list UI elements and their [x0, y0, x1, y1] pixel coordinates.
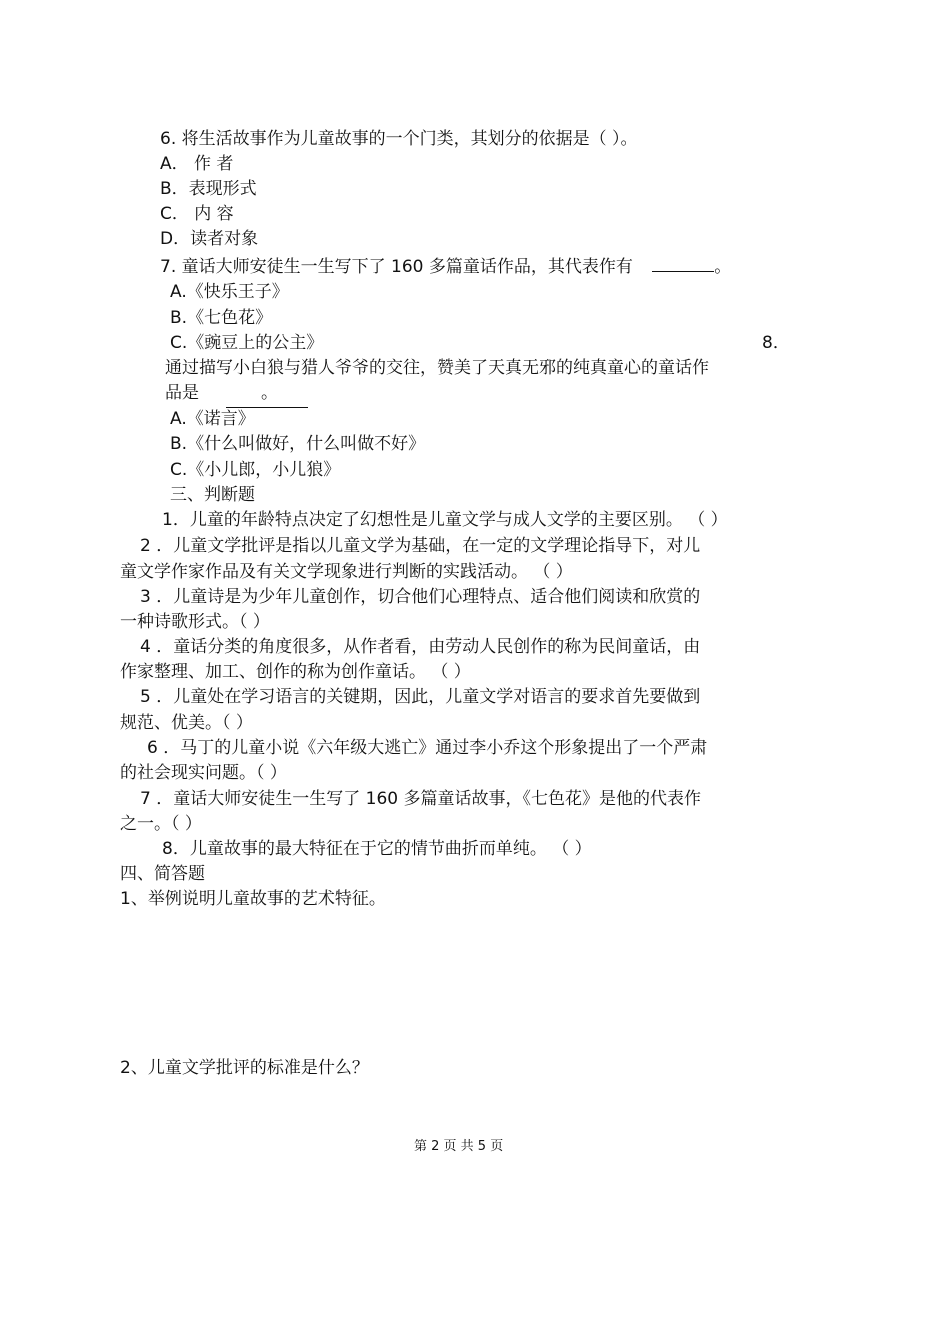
tf-item-4-line1: 4 ．童话分类的角度很多，从作者看，由劳动人民创作的称为民间童话，由 [140, 637, 701, 657]
q7-option-a: A.《快乐王子》 [170, 282, 289, 302]
q8-option-a: A.《诺言》 [170, 409, 255, 429]
q8-stem-line2 [165, 382, 278, 404]
tf-item-7-line1: 7 ．童话大师安徒生一生写了 160 多篇童话故事，《七色花》是他的代表作 [140, 789, 701, 809]
q7-stem-text: 7. 童话大师安徒生一生写下了 160 多篇童话作品，其代表作有 [160, 257, 633, 277]
q6-option-a: A． 作 者 [160, 154, 234, 174]
tf-item-1: 1．儿童的年龄特点决定了幻想性是儿童文学与成人文学的主要区别。 （ ） [162, 510, 728, 530]
tf-item-3-line2: 一种诗歌形式。（ ） [120, 612, 270, 632]
short-answer-q1: 1、举例说明儿童故事的艺术特征。 [120, 889, 386, 909]
q8-stem-end: 。 [261, 383, 278, 403]
q8-option-b: B.《什么叫做好，什么叫做不好》 [170, 434, 426, 454]
q6-option-d: D．读者对象 [160, 229, 259, 249]
tf-item-6-line2: 的社会现实问题。（ ） [120, 763, 287, 783]
q8-option-c: C.《小儿郎，小儿狼》 [170, 460, 341, 480]
section3-title: 三、判断题 [170, 485, 255, 505]
tf-item-4-line2: 作家整理、加工、创作的称为创作童话。 （ ） [120, 662, 471, 682]
tf-item-7-line2: 之一。（ ） [120, 814, 202, 834]
q7-option-b: B.《七色花》 [170, 308, 273, 328]
q7-stem [160, 255, 731, 278]
tf-item-8: 8．儿童故事的最大特征在于它的情节曲折而单纯。 （ ） [162, 839, 592, 859]
tf-item-3-line1: 3 ．儿童诗是为少年儿童创作，切合他们心理特点、适合他们阅读和欣赏的 [140, 587, 701, 607]
q7-option-c: C.《豌豆上的公主》 [170, 333, 324, 353]
section4-title: 四、简答题 [120, 864, 205, 884]
tf-item-5-line1: 5 ．儿童处在学习语言的关键期，因此，儿童文学对语言的要求首先要做到 [140, 687, 701, 707]
q8-number: 8． [762, 333, 790, 353]
tf-item-5-line2: 规范、优美。（ ） [120, 713, 253, 733]
q6-option-c: C． 内 容 [160, 204, 234, 224]
short-answer-q2: 2、儿童文学批评的标准是什么？ [120, 1058, 369, 1078]
tf-item-2-line1: 2 ．儿童文学批评是指以儿童文学为基础，在一定的文学理论指导下，对儿 [140, 536, 701, 556]
q8-stem-line1: 通过描写小白狼与猎人爷爷的交往，赞美了天真无邪的纯真童心的童话作 [165, 358, 709, 378]
q7-stem-end: 。 [714, 257, 732, 277]
q6-option-b: B．表现形式 [160, 179, 257, 199]
q8-stem-text: 品是 [165, 383, 199, 403]
tf-item-2-line2: 童文学作家作品及有关文学现象进行判断的实践活动。 （ ） [120, 562, 573, 582]
q7-answer-blank [652, 255, 714, 272]
q6-stem: 6. 将生活故事作为儿童故事的一个门类，其划分的依据是（ ）。 [160, 129, 638, 149]
page-footer: 第 2 页 共 5 页 [414, 1139, 504, 1154]
tf-item-6-line1: 6 ．马丁的儿童小说《六年级大逃亡》通过李小乔这个形象提出了一个严肃 [147, 738, 708, 758]
